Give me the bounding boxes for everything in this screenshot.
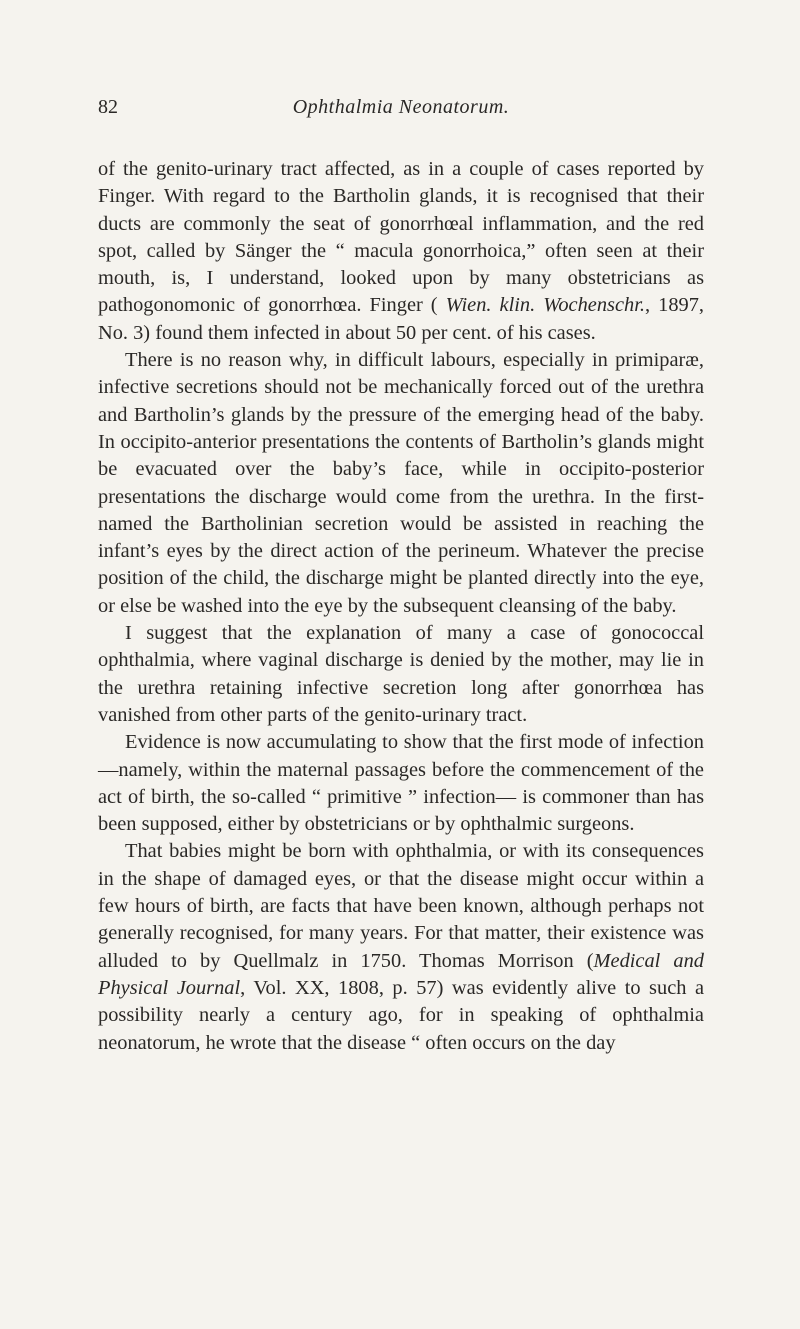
paragraph bbox=[98, 729, 704, 838]
paragraph-text: , Vol. XX, 1808, p. 57) was evidently alive to such a possibility nearly a century ago, for in speaking of ophthalmia neonatorum, he wrote that the disease “ often occurs on the day bbox=[98, 976, 705, 1054]
paragraph-text: There is no reason why, in difficult labours, especially in primiparæ, infective secretions should not be mechanically forced out of the urethra and Bartholin’s glands by the pressure of the emerging head of the baby. In occipito-anterior presentations the contents of Bartholin’s glands might be evacuated over the baby’s face, while in occipito-posterior presentations the discharge would come from the urethra. In the first-named the Bartholinian secretion would be assisted in reaching the infant’s eyes by the direct action of the perineum. Whatever the precise position of the child, the discharge might be planted directly into the eye, or else be washed into the eye by the subsequent cleansing of the baby. bbox=[98, 349, 704, 617]
paragraph-text: That babies might be born with ophthalmia, or with its consequences in the shape of damaged eyes, or that the disease might occur within a few hours of birth, are facts that have been known, although perhaps not generally recognised, for many years. For that matter, their existence was alluded to by Quellmalz in 1750. Thomas Morrison ( bbox=[98, 840, 704, 972]
running-head bbox=[98, 96, 704, 126]
paragraph bbox=[98, 838, 704, 1056]
paragraph-continued bbox=[98, 156, 704, 347]
citation-title: Medical and Physical Journal bbox=[98, 949, 704, 999]
paragraph bbox=[98, 347, 704, 620]
paragraph-text: of the genito-urinary tract affected, as in a couple of cases reported by Finger. With regard to the Bartholin glands, it is recognised that their ducts are commonly the seat of gonorrhœal inflammation, and the red spot, called by Sänger the “ macula gonorrhoica,” often seen at their mouth, is, I understand, looked upon by many obstetricians as pathogonomonic of gonorrhœa. Finger ( bbox=[98, 158, 704, 317]
paragraph-text: Evidence is now accumulating to show that the first mode of infection—namely, within the maternal passages before the commencement of the act of birth, the so-called “ primitive ” infection— is commoner than has been supposed, either by obstetricians or by ophthalmic surgeons. bbox=[98, 731, 704, 836]
body-text bbox=[98, 156, 704, 1057]
page-number: 82 bbox=[98, 96, 118, 118]
paragraph bbox=[98, 620, 704, 729]
paragraph-text: I suggest that the explanation of many a case of gonococcal ophthalmia, where vaginal discharge is denied by the mother, may lie in the urethra retaining infective secretion long after gonorrhœa has vanished from other parts of the genito-urinary tract. bbox=[98, 622, 704, 726]
citation-title: Wien. klin. Wochenschr. bbox=[445, 294, 645, 317]
running-title: Ophthalmia Neonatorum. bbox=[292, 96, 510, 118]
paragraph-text: , 1897, No. 3) found them infected in about 50 per cent. of his cases. bbox=[98, 294, 705, 344]
